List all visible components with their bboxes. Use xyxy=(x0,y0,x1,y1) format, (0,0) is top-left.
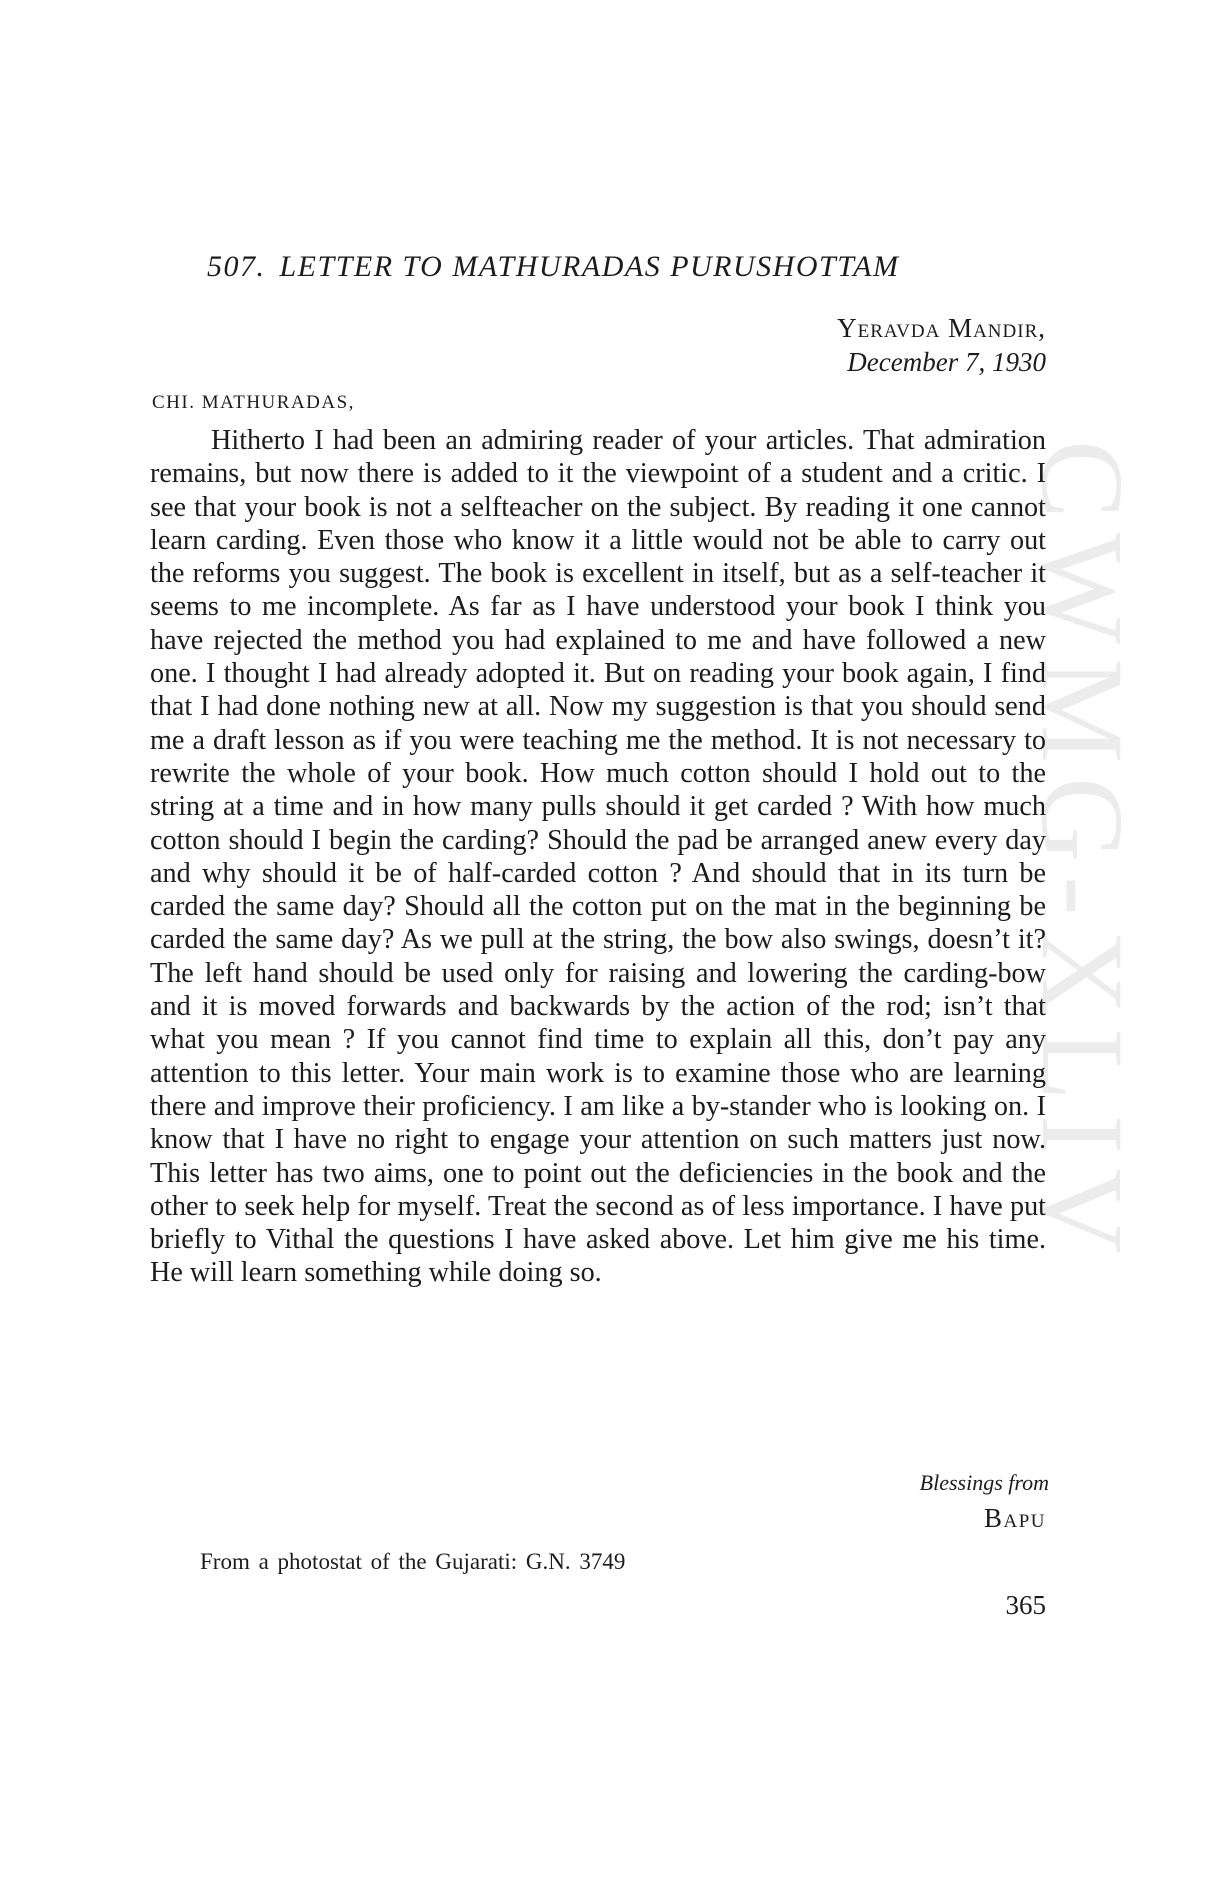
letter-number: 507. xyxy=(207,250,266,283)
source-note: From a photostat of the Gujarati: G.N. 3749 xyxy=(200,1549,626,1574)
page-number: 365 xyxy=(1005,1590,1046,1620)
letter-body: Hitherto I had been an admiring reader of your articles. That admiration remains, but now there is added to it the viewpoint of a student and a critic. I see that your book is not a selfteacher on the subject. By reading it one cannot learn carding. Even those who know it a little would not be able to carry out the reforms you suggest. The book is excellent in itself, but as a self-teacher it seems to me incomplete. As far as I have understood your book I think you have rejected the method you had explained to me and have followed a new one. I thought I had already adopted it. But on reading your book again, I find that I had done nothing new at all. Now my suggestion is that you should send me a draft lesson as if you were teaching me the method. It is not necessary to rewrite the whole of your book. How much cotton should I hold out to the string at a time and in how many pulls should it get carded ? With how much cotton should I begin the carding? Should the pad be arranged anew every day and why should it be of half-carded cotton ? And should that in its turn be carded the same day? Should all the cotton put on the mat in the beginning be carded the same day? As we pull at the string, the bow also swings, doesn’t it? The left hand should be used only for raising and lowering the carding-bow and it is moved forwards and backwards by the action of the rod; isn’t that what you mean ? If you cannot find time to explain all this, don’t pay any attention to this letter. Your main work is to examine those who are learning there and improve their proficiency. I am like a by-stander who is looking on. I know that I have no right to engage your attention on such matters just now. This letter has two aims, one to point out the deficiencies in the book and the other to seek help for myself. Treat the second as of less importance. I have put briefly to Vithal the questions I have asked above. Let him give me his time. He will learn something while doing so. xyxy=(150,425,1046,1289)
letter-date: December 7, 1930 xyxy=(847,347,1046,377)
letter-heading xyxy=(207,250,899,284)
letter-salutation: CHI. MATHURADAS, xyxy=(152,392,355,413)
letter-closing: Blessings from xyxy=(919,1470,1049,1495)
letter-signature: Bapu xyxy=(983,1503,1046,1533)
letter-title: LETTER TO MATHURADAS PURUSHOTTAM xyxy=(279,250,900,283)
watermark xyxy=(1017,440,1160,1440)
watermark-text: CWMG-XLIV xyxy=(1017,440,1148,1268)
letter-place: Yeravda Mandir, xyxy=(837,313,1046,343)
